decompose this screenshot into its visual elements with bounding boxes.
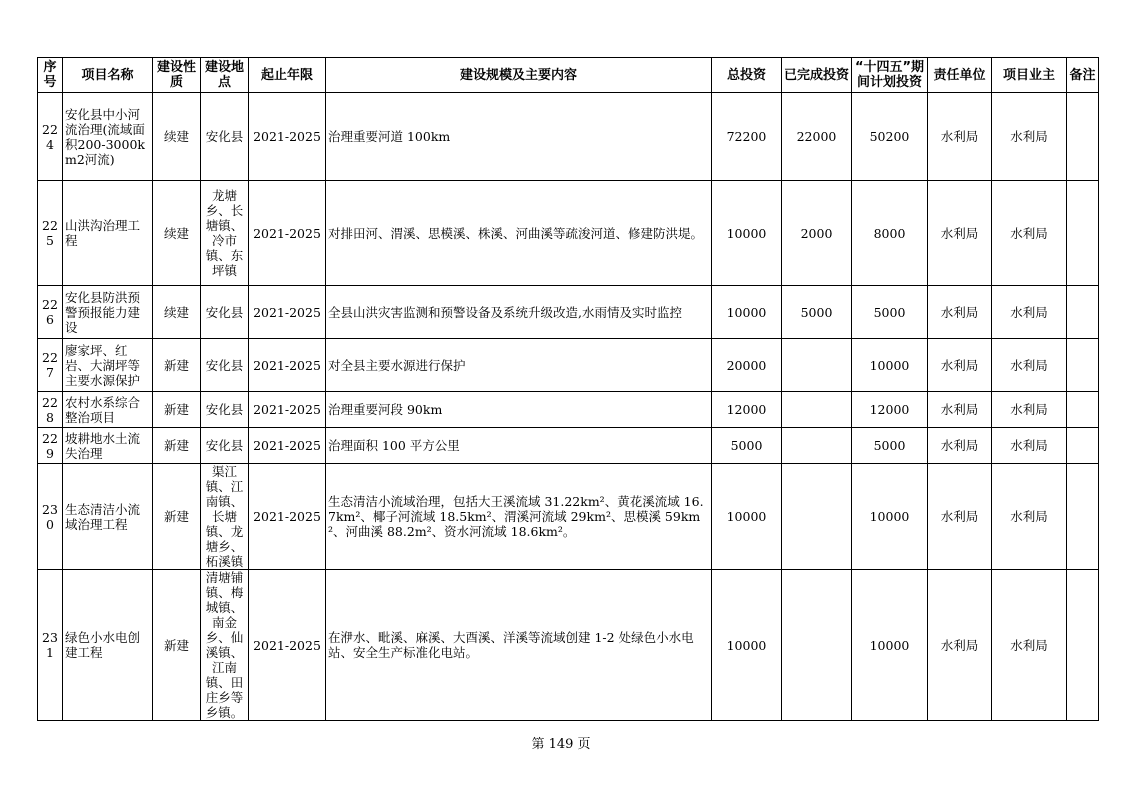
cell-nature: 新建	[153, 570, 201, 721]
cell-name: 绿色小水电创建工程	[63, 570, 153, 721]
cell-owner: 水利局	[992, 464, 1067, 570]
cell-period: 2021-2025	[249, 286, 326, 339]
header-plan: “十四五”期间计划投资	[852, 58, 928, 93]
cell-resp: 水利局	[928, 570, 992, 721]
cell-nature: 新建	[153, 464, 201, 570]
cell-seq: 231	[38, 570, 63, 721]
cell-seq: 225	[38, 181, 63, 286]
cell-resp: 水利局	[928, 392, 992, 428]
cell-location: 安化县	[201, 428, 249, 464]
cell-resp: 水利局	[928, 93, 992, 181]
cell-resp: 水利局	[928, 181, 992, 286]
cell-period: 2021-2025	[249, 339, 326, 392]
header-resp: 责任单位	[928, 58, 992, 93]
cell-location: 安化县	[201, 93, 249, 181]
cell-location: 渠江镇、江南镇、长塘镇、龙塘乡、柘溪镇	[201, 464, 249, 570]
cell-plan: 10000	[852, 570, 928, 721]
cell-remark	[1067, 428, 1099, 464]
cell-plan: 5000	[852, 428, 928, 464]
project-table	[37, 57, 1099, 721]
cell-nature: 新建	[153, 392, 201, 428]
cell-nature: 续建	[153, 286, 201, 339]
cell-remark	[1067, 93, 1099, 181]
header-seq: 序号	[38, 58, 63, 93]
table-row	[38, 93, 1099, 181]
header-total: 总投资	[712, 58, 782, 93]
cell-plan: 10000	[852, 464, 928, 570]
cell-completed	[782, 464, 852, 570]
cell-name: 廖家坪、红岩、大湖坪等主要水源保护	[63, 339, 153, 392]
cell-owner: 水利局	[992, 570, 1067, 721]
cell-seq: 226	[38, 286, 63, 339]
page-number: 第 149 页	[531, 737, 591, 752]
cell-plan: 5000	[852, 286, 928, 339]
cell-total: 10000	[712, 464, 782, 570]
cell-seq: 230	[38, 464, 63, 570]
table-row	[38, 464, 1099, 570]
cell-completed: 5000	[782, 286, 852, 339]
cell-completed	[782, 339, 852, 392]
cell-total: 10000	[712, 570, 782, 721]
cell-period: 2021-2025	[249, 93, 326, 181]
header-nature: 建设性质	[153, 58, 201, 93]
cell-total: 10000	[712, 181, 782, 286]
cell-period: 2021-2025	[249, 181, 326, 286]
cell-resp: 水利局	[928, 464, 992, 570]
cell-period: 2021-2025	[249, 570, 326, 721]
cell-location: 龙塘乡、长塘镇、冷市镇、东坪镇	[201, 181, 249, 286]
cell-remark	[1067, 339, 1099, 392]
cell-name: 安化县中小河流治理(流域面积200-3000km2河流)	[63, 93, 153, 181]
cell-name: 坡耕地水土流失治理	[63, 428, 153, 464]
cell-seq: 228	[38, 392, 63, 428]
cell-location: 安化县	[201, 339, 249, 392]
cell-owner: 水利局	[992, 339, 1067, 392]
table-row	[38, 392, 1099, 428]
cell-owner: 水利局	[992, 428, 1067, 464]
cell-content: 生态清洁小流域治理，包括大王溪流域 31.22km²、黄花溪流域 16.7km²、椰子河流域 18.5km²、渭溪河流域 29km²、思模溪 59km²、河曲溪 88.2m²、资水河流域 18.6km²。	[326, 464, 712, 570]
cell-plan: 10000	[852, 339, 928, 392]
cell-name: 农村水系综合整治项目	[63, 392, 153, 428]
cell-completed: 22000	[782, 93, 852, 181]
cell-content: 在洢水、毗溪、麻溪、大酉溪、洋溪等流域创建 1-2 处绿色小水电站、安全生产标准化电站。	[326, 570, 712, 721]
cell-seq: 224	[38, 93, 63, 181]
table-row	[38, 428, 1099, 464]
table-row	[38, 181, 1099, 286]
cell-total: 10000	[712, 286, 782, 339]
cell-resp: 水利局	[928, 339, 992, 392]
cell-resp: 水利局	[928, 428, 992, 464]
table-row	[38, 286, 1099, 339]
cell-nature: 续建	[153, 181, 201, 286]
cell-completed	[782, 392, 852, 428]
header-location: 建设地点	[201, 58, 249, 93]
cell-plan: 12000	[852, 392, 928, 428]
header-remark: 备注	[1067, 58, 1099, 93]
cell-total: 72200	[712, 93, 782, 181]
cell-completed	[782, 570, 852, 721]
header-content: 建设规模及主要内容	[326, 58, 712, 93]
cell-owner: 水利局	[992, 93, 1067, 181]
cell-name: 山洪沟治理工程	[63, 181, 153, 286]
cell-location: 安化县	[201, 392, 249, 428]
header-name: 项目名称	[63, 58, 153, 93]
cell-content: 全县山洪灾害监测和预警设备及系统升级改造,水雨情及实时监控	[326, 286, 712, 339]
cell-period: 2021-2025	[249, 392, 326, 428]
cell-remark	[1067, 181, 1099, 286]
cell-plan: 50200	[852, 93, 928, 181]
cell-completed: 2000	[782, 181, 852, 286]
cell-content: 对全县主要水源进行保护	[326, 339, 712, 392]
cell-content: 对排田河、渭溪、思模溪、株溪、河曲溪等疏浚河道、修建防洪堤。	[326, 181, 712, 286]
cell-nature: 新建	[153, 339, 201, 392]
header-period: 起止年限	[249, 58, 326, 93]
header-owner: 项目业主	[992, 58, 1067, 93]
cell-content: 治理重要河段 90km	[326, 392, 712, 428]
cell-content: 治理重要河道 100km	[326, 93, 712, 181]
cell-location: 清塘铺镇、梅城镇、南金乡、仙溪镇、江南镇、田庄乡等乡镇。	[201, 570, 249, 721]
cell-nature: 续建	[153, 93, 201, 181]
cell-content: 治理面积 100 平方公里	[326, 428, 712, 464]
cell-name: 生态清洁小流域治理工程	[63, 464, 153, 570]
cell-total: 12000	[712, 392, 782, 428]
cell-period: 2021-2025	[249, 428, 326, 464]
cell-remark	[1067, 392, 1099, 428]
cell-total: 20000	[712, 339, 782, 392]
cell-resp: 水利局	[928, 286, 992, 339]
cell-nature: 新建	[153, 428, 201, 464]
cell-seq: 227	[38, 339, 63, 392]
cell-owner: 水利局	[992, 286, 1067, 339]
cell-period: 2021-2025	[249, 464, 326, 570]
cell-remark	[1067, 286, 1099, 339]
cell-completed	[782, 428, 852, 464]
table-header-row	[38, 58, 1099, 93]
table-row	[38, 339, 1099, 392]
cell-plan: 8000	[852, 181, 928, 286]
header-completed: 已完成投资	[782, 58, 852, 93]
cell-seq: 229	[38, 428, 63, 464]
cell-owner: 水利局	[992, 181, 1067, 286]
cell-remark	[1067, 464, 1099, 570]
cell-location: 安化县	[201, 286, 249, 339]
cell-owner: 水利局	[992, 392, 1067, 428]
cell-name: 安化县防洪预警预报能力建设	[63, 286, 153, 339]
cell-remark	[1067, 570, 1099, 721]
table-row	[38, 570, 1099, 721]
cell-total: 5000	[712, 428, 782, 464]
